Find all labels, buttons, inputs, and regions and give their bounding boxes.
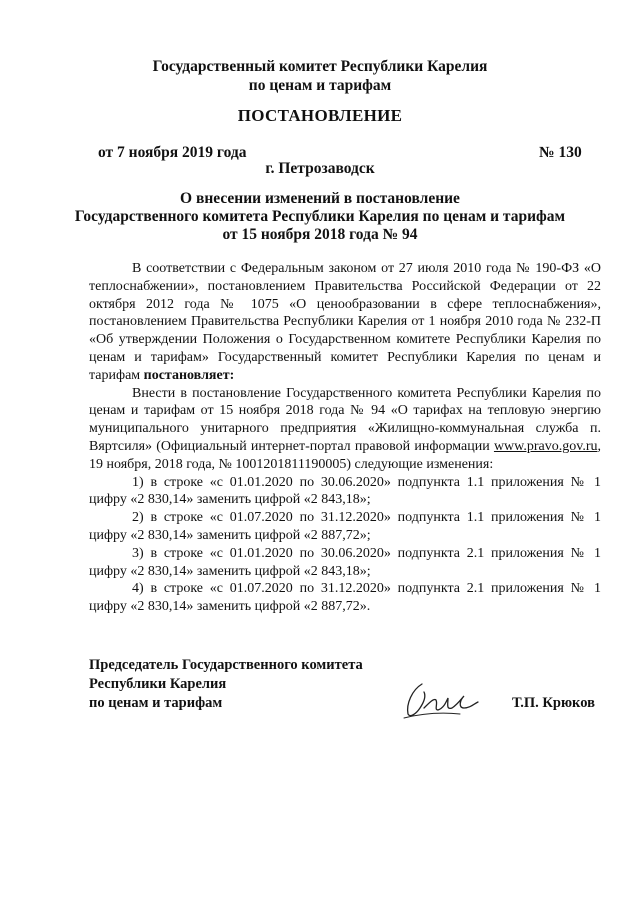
list-item: 1) в строке «с 01.01.2020 по 30.06.2020» подпункта 1.1 приложения № 1 цифру «2 830,14» заменить цифрой «2 843,18»; (89, 474, 601, 508)
title-line2: Государственного комитета Республики Карелия по ценам и тарифам (74, 208, 566, 225)
preamble-text: В соответствии с Федеральным законом от 27 июля 2010 года № 190-ФЗ «О теплоснабжении», постановлением Правительства Российской Федерации от 22 октября 2012 года № 1075 «О ценообразовании в сфере теплоснабжения», постановлением Правительства Республики Карелия от 1 ноября 2010 года № 232-П «Об утверждении Положения о Государственном комитете Республики Карелия по ценам и тарифам» Государственный комитет Республики Карелия по ценам и тарифам (89, 261, 601, 383)
intro-paragraph (89, 385, 601, 474)
document-type: ПОСТАНОВЛЕНИЕ (237, 106, 403, 125)
intro-text-before: Внести в постановление Государственного комитета Республики Карелия по ценам и тарифам от 15 ноября 2018 года № 94 «О тарифах на тепловую энергию муниципального унитарного предприятия «Жилищно-коммунальная служба п. Вяртсиля» (Официальный интернет-портал правовой информации (89, 385, 601, 454)
signer-name: Т.П. Крюков (512, 695, 595, 711)
signer-position-line3: по ценам и тарифам (89, 695, 223, 711)
list-item: 4) в строке «с 01.07.2020 по 31.12.2020» подпункта 2.1 приложения № 1 цифру «2 830,14» заменить цифрой «2 887,72». (89, 581, 601, 615)
title-line1: О внесении изменений в постановление (180, 190, 460, 207)
signer-position-line1: Председатель Государственного комитета (89, 657, 363, 673)
document-city: г. Петрозаводск (265, 160, 375, 177)
document-date: от 7 ноября 2019 года (98, 144, 247, 161)
signer-position-line2: Республики Карелия (89, 676, 227, 692)
resolves-word: постановляет: (143, 367, 235, 383)
org-name-line2: по ценам и тарифам (248, 77, 392, 94)
list-item: 2) в строке «с 01.07.2020 по 31.12.2020» подпункта 1.1 приложения № 1 цифру «2 830,14» заменить цифрой «2 887,72»; (89, 510, 601, 543)
handwritten-signature (400, 674, 490, 722)
list-item: 3) в строке «с 01.01.2020 по 30.06.2020» подпункта 2.1 приложения № 1 цифру «2 830,14» заменить цифрой «2 843,18»; (89, 545, 601, 579)
preamble-paragraph (89, 260, 601, 385)
intro-text-after: , 19 ноября, 2018 года, № 1001201811190005) следующие изменения: (89, 438, 601, 472)
document-body (89, 260, 601, 616)
pravo-link[interactable]: www.pravo.gov.ru (493, 438, 598, 454)
title-line3: от 15 ноября 2018 года № 94 (222, 226, 418, 243)
document-number: № 130 (539, 144, 582, 161)
org-name-line1: Государственный комитет Республики Карелия (152, 58, 488, 75)
